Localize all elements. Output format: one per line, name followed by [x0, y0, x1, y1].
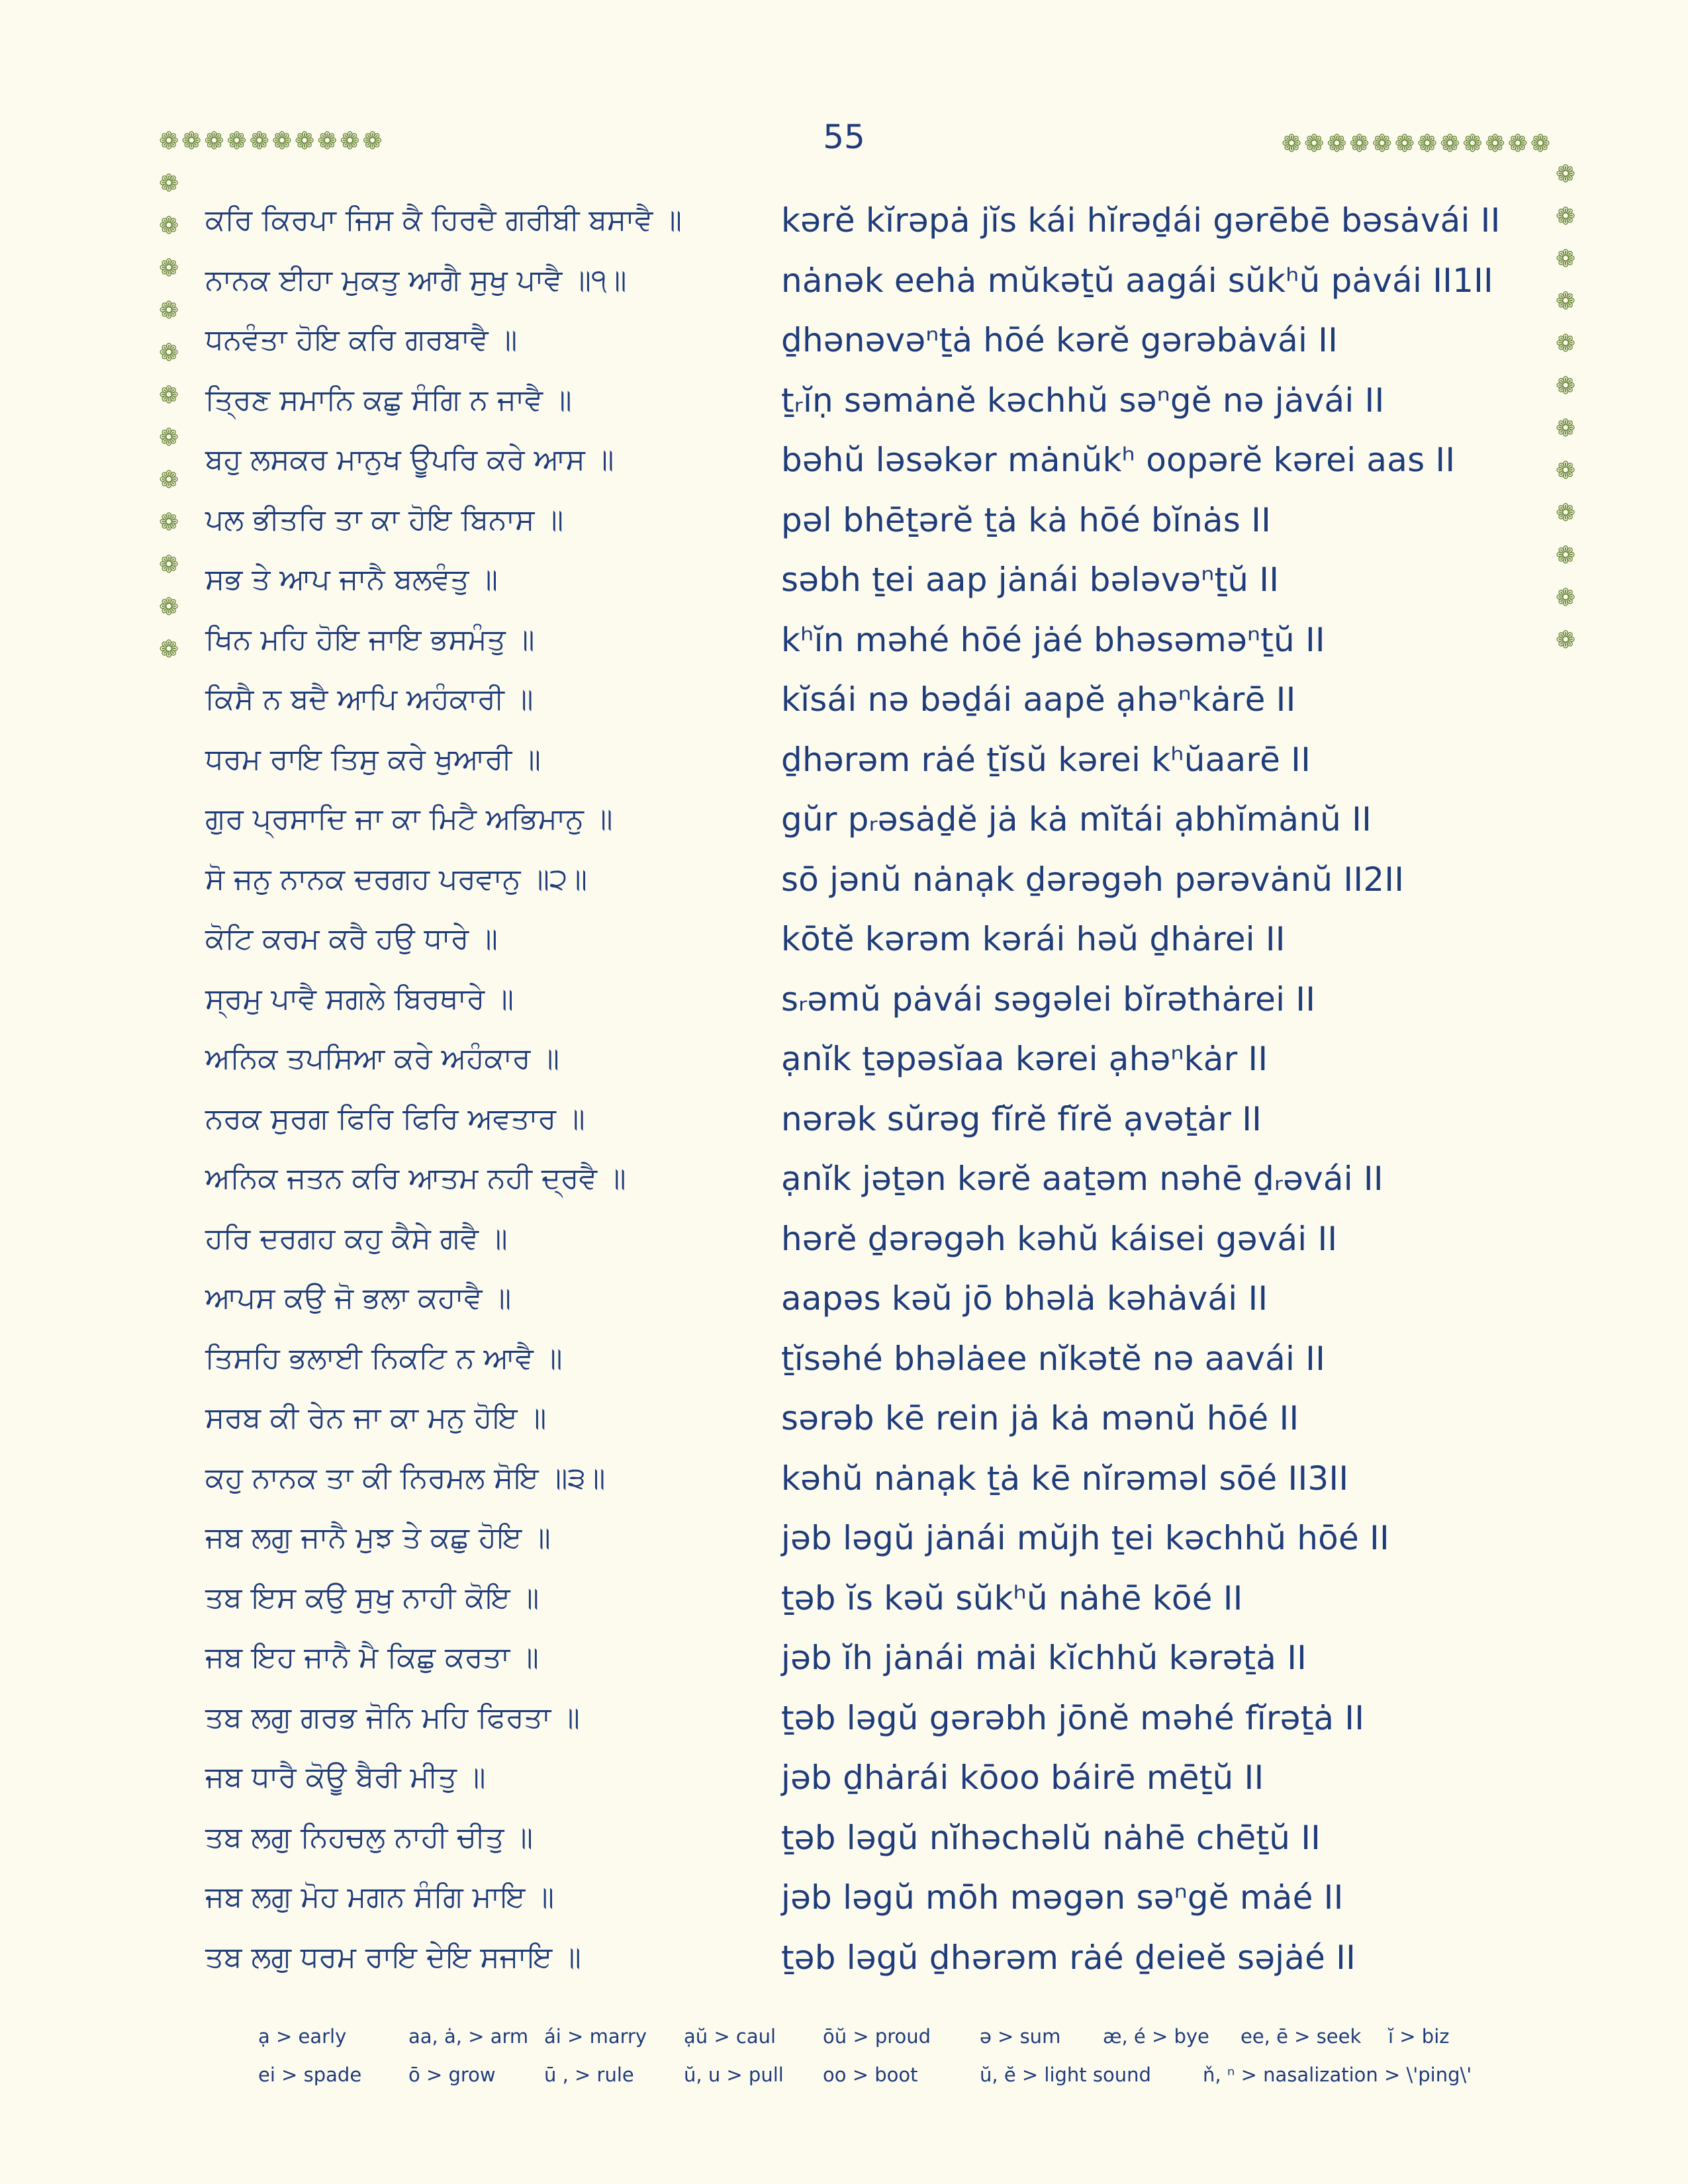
verse-row [0, 976, 1688, 1036]
transliteration-line: sərəb kē rein jȧ kȧ mənŭ hōé II [781, 1399, 1299, 1437]
verse-row [0, 1156, 1688, 1216]
flower-ornament-icon: ❁ [1372, 130, 1392, 158]
transliteration-line: ṯəb ĭs kəŭ sŭkʰŭ nȧhē kōé II [781, 1578, 1243, 1617]
flower-ornament-icon: ❁ [181, 128, 202, 155]
flower-ornament-icon: ❁ [1556, 627, 1576, 654]
gurmukhi-line: ਸਭ ਤੇ ਆਪ ਜਾਨੈ ਬਲਵੰਤੁ ॥ [205, 563, 498, 596]
transliteration-line: nərək sŭrəg fĭrĕ fĭrĕ ạvəṯȧr II [781, 1099, 1262, 1138]
transliteration-line: sō jənŭ nȧnạk ḏərəgəh pərəvȧnŭ II2II [781, 860, 1405, 899]
flower-ornament-icon: ❁ [1556, 246, 1576, 273]
gurmukhi-line: ਬਹੁ ਲਸਕਰ ਮਾਨੁਖ ਊਪਰਿ ਕਰੇ ਆਸ ॥ [205, 443, 614, 477]
transliteration-line: ṯᵣĭṇ səmȧnĕ kəchhŭ səⁿgĕ nə jȧvái II [781, 381, 1385, 420]
legend-item: ei > spade [258, 2064, 362, 2086]
flower-ornament-icon: ❁ [159, 340, 179, 367]
flower-ornament-icon: ❁ [1556, 415, 1576, 442]
transliteration-line: jəb ḏhȧrái kōoo báirē mēṯŭ II [781, 1758, 1264, 1797]
verse-row [0, 557, 1688, 617]
verse-row [0, 1635, 1688, 1695]
verse-row [0, 856, 1688, 917]
flower-ornament-icon: ❁ [1556, 500, 1576, 527]
flower-ornament-icon: ❁ [362, 128, 383, 155]
flower-ornament-icon: ❁ [159, 551, 179, 578]
gurmukhi-line: ਨਾਨਕ ਈਹਾ ਮੁਕਤੁ ਆਗੈ ਸੁਖੁ ਪਾਵੈ ॥੧॥ [205, 263, 627, 297]
transliteration-line: ṯəb ləgŭ nĭhəchəlŭ nȧhē chēṯŭ II [781, 1818, 1321, 1857]
verse-row [0, 1515, 1688, 1575]
gurmukhi-line: ਤਬ ਲਗੁ ਧਰਮ ਰਾਇ ਦੇਇ ਸਜਾਇ ॥ [205, 1940, 581, 1974]
flower-ornament-icon: ❁ [204, 128, 224, 155]
transliteration-line: jəb ĭh jȧnái mȧi kĭchhŭ kərəṯȧ II [781, 1639, 1307, 1677]
legend-item: æ, é > bye [1103, 2025, 1209, 2048]
gurmukhi-line: ਤਬ ਲਗੁ ਗਰਭ ਜੋਨਿ ਮਹਿ ਫਿਰਤਾ ॥ [205, 1700, 580, 1735]
verse-row [0, 1395, 1688, 1455]
gurmukhi-line: ਜਬ ਲਗੁ ਜਾਨੈ ਮੁਝ ਤੇ ਕਛੁ ਹੋਇ ॥ [205, 1521, 551, 1555]
legend-item: ŭ, ĕ > light sound [980, 2064, 1151, 2086]
gurmukhi-line: ਸ੍ਰਮੁ ਪਾਵੈ ਸਗਲੇ ਬਿਰਥਾਰੇ ॥ [205, 981, 514, 1016]
flower-ornament-icon: ❁ [295, 128, 315, 155]
flower-ornament-icon: ❁ [1530, 130, 1551, 158]
flower-ornament-icon: ❁ [1282, 130, 1302, 158]
legend-item: ōŭ > proud [823, 2025, 931, 2048]
flower-ornament-icon: ❁ [226, 128, 247, 155]
transliteration-line: ḏhənəvəⁿṯȧ hōé kərĕ gərəbȧvái II [781, 321, 1338, 359]
verse-row [0, 1754, 1688, 1815]
flower-ornament-icon: ❁ [1556, 203, 1576, 230]
verse-row [0, 1036, 1688, 1096]
flower-ornament-icon: ❁ [1327, 130, 1347, 158]
legend-item: ə > sum [980, 2025, 1061, 2048]
transliteration-line: sᵣəmŭ pȧvái səgəlei bĭrəthȧrei II [781, 979, 1316, 1019]
legend-item: ạ > early [258, 2025, 347, 2048]
page-number: 55 [823, 118, 865, 156]
transliteration-line: ạnĭk jəṯən kərĕ aaṯəm nəhē ḏᵣəvái II [781, 1160, 1383, 1198]
legend-item: oo > boot [823, 2064, 918, 2086]
flower-ornament-icon: ❁ [1440, 130, 1460, 158]
transliteration-line: ạnĭk ṯəpəsĭaa kərei ạhəⁿkȧr II [781, 1040, 1268, 1078]
verse-row [0, 1695, 1688, 1755]
gurmukhi-line: ਸੋ ਜਨੁ ਨਾਨਕ ਦਰਗਹ ਪਰਵਾਨੁ ॥੨॥ [205, 862, 588, 896]
verse-row [0, 1575, 1688, 1635]
flower-ornament-icon: ❁ [159, 636, 179, 663]
legend-item: ạŭ > caul [684, 2025, 776, 2048]
gurmukhi-line: ਤਬ ਇਸ ਕਉ ਸੁਖੁ ਨਾਹੀ ਕੋਇ ॥ [205, 1580, 539, 1615]
legend-item: ŭ, u > pull [684, 2064, 784, 2086]
gurmukhi-line: ਸਰਬ ਕੀ ਰੇਨ ਜਾ ਕਾ ਮਨੁ ਹੋਇ ॥ [205, 1401, 547, 1435]
flower-ornament-icon: ❁ [271, 128, 293, 155]
gurmukhi-line: ਜਬ ਇਹ ਜਾਨੈ ਮੈ ਕਿਛੁ ਕਰਤਾ ॥ [205, 1641, 539, 1674]
flower-ornament-icon: ❁ [249, 128, 269, 155]
gurmukhi-line: ਕੋਟਿ ਕਰਮ ਕਰੈ ਹਉ ਧਾਰੇ ॥ [205, 922, 498, 956]
flower-ornament-icon: ❁ [1556, 373, 1576, 400]
verse-row [0, 1455, 1688, 1516]
flower-ornament-icon: ❁ [1556, 584, 1576, 612]
legend-item: ň, ⁿ > nasalization > \'ping\' [1203, 2064, 1472, 2086]
pronunciation-legend [0, 2025, 1688, 2102]
gurmukhi-line: ਖਿਨ ਮਹਿ ਹੋਇ ਜਾਇ ਭਸਮੰਤੁ ॥ [205, 622, 535, 657]
verse-row [0, 1815, 1688, 1875]
transliteration-line: jəb ləgŭ mōh məgən səⁿgĕ mȧé II [781, 1878, 1344, 1917]
transliteration-line: hərĕ ḏərəgəh kəhŭ káisei gəvái II [781, 1219, 1338, 1258]
legend-row [0, 2025, 1688, 2064]
flower-ornament-icon: ❁ [159, 424, 179, 451]
flower-ornament-icon: ❁ [1556, 542, 1576, 569]
gurmukhi-line: ਤ੍ਰਿਣ ਸਮਾਨਿ ਕਛੁ ਸੰਗਿ ਨ ਜਾਵੈ ॥ [205, 383, 572, 417]
gurmukhi-line: ਨਰਕ ਸੁਰਗ ਫਿਰਿ ਫਿਰਿ ਅਵਤਾਰ ॥ [205, 1101, 585, 1136]
verse-row [0, 676, 1688, 737]
gurmukhi-line: ਪਲ ਭੀਤਰਿ ਤਾ ਕਾ ਹੋਇ ਬਿਨਾਸ ॥ [205, 502, 564, 537]
transliteration-line: ṯəb ləgŭ ḏhərəm rȧé ḏeieĕ səjȧé II [781, 1938, 1356, 1977]
verse-row [0, 373, 1688, 437]
transliteration-line: kʰĭn məhé hōé jȧé bhəsəməⁿṯŭ II [781, 620, 1325, 659]
gurmukhi-line: ਕਰਿ ਕਿਰਪਾ ਜਿਸ ਕੈ ਹਿਰਦੈ ਗਰੀਬੀ ਬਸਾਵੈ ॥ [205, 203, 682, 237]
transliteration-line: pəl bhēṯərĕ ṯȧ kȧ hōé bĭnȧs II [781, 500, 1272, 539]
legend-row [0, 2064, 1688, 2102]
flower-ornament-icon: ❁ [159, 297, 179, 324]
legend-item: ū , > rule [544, 2064, 634, 2086]
flower-ornament-icon: ❁ [1349, 130, 1370, 158]
gurmukhi-line: ਜਬ ਧਾਰੈ ਕੋਊ ਬੈਰੀ ਮੀਤੁ ॥ [205, 1760, 486, 1794]
flower-ornament-icon: ❁ [1556, 330, 1576, 357]
transliteration-line: kəhŭ nȧnạk ṯȧ kē nĭrəməl sōé II3II [781, 1459, 1349, 1498]
flower-ornament-icon: ❁ [159, 509, 179, 536]
flower-ornament-icon: ❁ [159, 212, 179, 240]
flower-ornament-icon: ❁ [317, 128, 338, 155]
transliteration-line: ṯĭsəhé bhəlȧee nĭkətĕ nə aavái II [781, 1339, 1326, 1378]
flower-ornament-icon: ❁ [159, 594, 179, 621]
transliteration-line: jəb ləgŭ jȧnái mŭjh ṯei kəchhŭ hōé II [781, 1519, 1389, 1557]
transliteration-line: səbh ṯei aap jȧnái bələvəⁿṯŭ II [781, 561, 1280, 599]
transliteration-line: kōtĕ kərəm kərái həŭ ḏhȧrei II [781, 920, 1286, 958]
flower-ornament-icon: ❁ [340, 128, 360, 155]
verse-row [0, 437, 1688, 497]
gurmukhi-line: ਆਪਸ ਕਉ ਜੋ ਭਲਾ ਕਹਾਵੈ ॥ [205, 1281, 512, 1315]
flower-ornament-icon: ❁ [1462, 130, 1483, 158]
flower-ornament-icon: ❁ [1556, 288, 1576, 315]
gurmukhi-line: ਗੁਰ ਪ੍ਰਸਾਦਿ ਜਾ ਕਾ ਮਿਟੈ ਅਭਿਮਾਨੁ ॥ [205, 802, 613, 836]
legend-item: ō > grow [408, 2064, 496, 2086]
flower-ornament-icon: ❁ [159, 382, 179, 409]
gurmukhi-line: ਤਬ ਲਗੁ ਨਿਹਚਲੁ ਨਾਹੀ ਚੀਤੁ ॥ [205, 1820, 534, 1854]
transliteration-line: nȧnək eehȧ mŭkəṯŭ aagái sŭkʰŭ pȧvái II1II [781, 261, 1493, 300]
verse-row [0, 317, 1688, 377]
verse-row [0, 737, 1688, 797]
top-right-flower-border [1282, 132, 1550, 156]
verse-row [0, 1934, 1688, 1995]
gurmukhi-line: ਧਰਮ ਰਾਇ ਤਿਸੁ ਕਰੇ ਖੁਆਰੀ ॥ [205, 742, 541, 776]
legend-item: ee, ē > seek [1241, 2025, 1362, 2048]
transliteration-line: kĭsái nə bəḏái aapĕ ạhəⁿkȧrē II [781, 680, 1296, 719]
flower-ornament-icon: ❁ [1556, 457, 1576, 484]
gurmukhi-line: ਅਨਿਕ ਜਤਨ ਕਰਿ ਆਤਮ ਨਹੀ ਦ੍ਰਵੈ ॥ [205, 1161, 626, 1195]
gurmukhi-line: ਕਿਸੈ ਨ ਬਦੈ ਆਪਿ ਅਹੰਕਾਰੀ ॥ [205, 682, 534, 716]
flower-ornament-icon: ❁ [159, 467, 179, 494]
flower-ornament-icon: ❁ [1394, 130, 1415, 158]
flower-ornament-icon: ❁ [1417, 130, 1438, 158]
verse-row [0, 617, 1688, 677]
flower-ornament-icon: ❁ [1507, 130, 1528, 158]
verse-row [0, 1336, 1688, 1396]
gurmukhi-line: ਕਹੁ ਨਾਨਕ ਤਾ ਕੀ ਨਿਰਮਲ ਸੋਇ ॥੩॥ [205, 1461, 606, 1495]
flower-ornament-icon: ❁ [1556, 161, 1576, 188]
gurmukhi-line: ਧਨਵੰਤਾ ਹੋਇ ਕਰਿ ਗਰਬਾਵੈ ॥ [205, 323, 518, 357]
verse-row [0, 197, 1688, 257]
transliteration-line: ḏhərəm rȧé ṯĭsŭ kərei kʰŭaarē II [781, 740, 1311, 779]
verse-row [0, 1216, 1688, 1276]
flower-ornament-icon: ❁ [159, 170, 179, 197]
verse-row [0, 1275, 1688, 1336]
gurmukhi-line: ਅਨਿਕ ਤਪਸਿਆ ਕਰੇ ਅਹੰਕਾਰ ॥ [205, 1042, 560, 1075]
flower-ornament-icon: ❁ [1304, 130, 1325, 158]
transliteration-line: kərĕ kĭrəpȧ jĭs kái hĭrəḏái gərēbē bəsȧvái II [781, 201, 1501, 240]
gurmukhi-line: ਜਬ ਲਗੁ ਮੋਹ ਮਗਨ ਸੰਗਿ ਮਾਇ ॥ [205, 1880, 555, 1914]
legend-item: aa, ȧ, > arm [408, 2025, 529, 2048]
legend-item: ĭ > biz [1388, 2025, 1450, 2048]
flower-ornament-icon: ❁ [1485, 130, 1505, 158]
transliteration-line: gŭr pᵣəsȧḏĕ jȧ kȧ mĭtái ạbhĭmȧnŭ II [781, 800, 1372, 839]
flower-ornament-icon: ❁ [159, 255, 179, 282]
transliteration-line: aapəs kəŭ jō bhəlȧ kəhȧvái II [781, 1279, 1268, 1318]
top-left-flower-border [159, 130, 383, 154]
gurmukhi-line: ਹਰਿ ਦਰਗਹ ਕਹੁ ਕੈਸੇ ਗਵੈ ॥ [205, 1221, 508, 1255]
verse-row [0, 916, 1688, 976]
verse-row [0, 796, 1688, 856]
verse-row [0, 1874, 1688, 1934]
verse-row [0, 1096, 1688, 1156]
transliteration-line: bəhŭ ləsəkər mȧnŭkʰ oopərĕ kərei aas II [781, 441, 1456, 479]
flower-ornament-icon: ❁ [159, 128, 179, 155]
legend-item: ái > marry [544, 2025, 647, 2048]
verse-row [0, 497, 1688, 557]
verse-row [0, 257, 1688, 318]
verse-list [0, 197, 1688, 1994]
transliteration-line: ṯəb ləgŭ gərəbh jōnĕ məhé fĭrəṯȧ II [781, 1698, 1365, 1737]
gurmukhi-line: ਤਿਸਹਿ ਭਲਾਈ ਨਿਕਟਿ ਨ ਆਵੈ ॥ [205, 1341, 563, 1375]
